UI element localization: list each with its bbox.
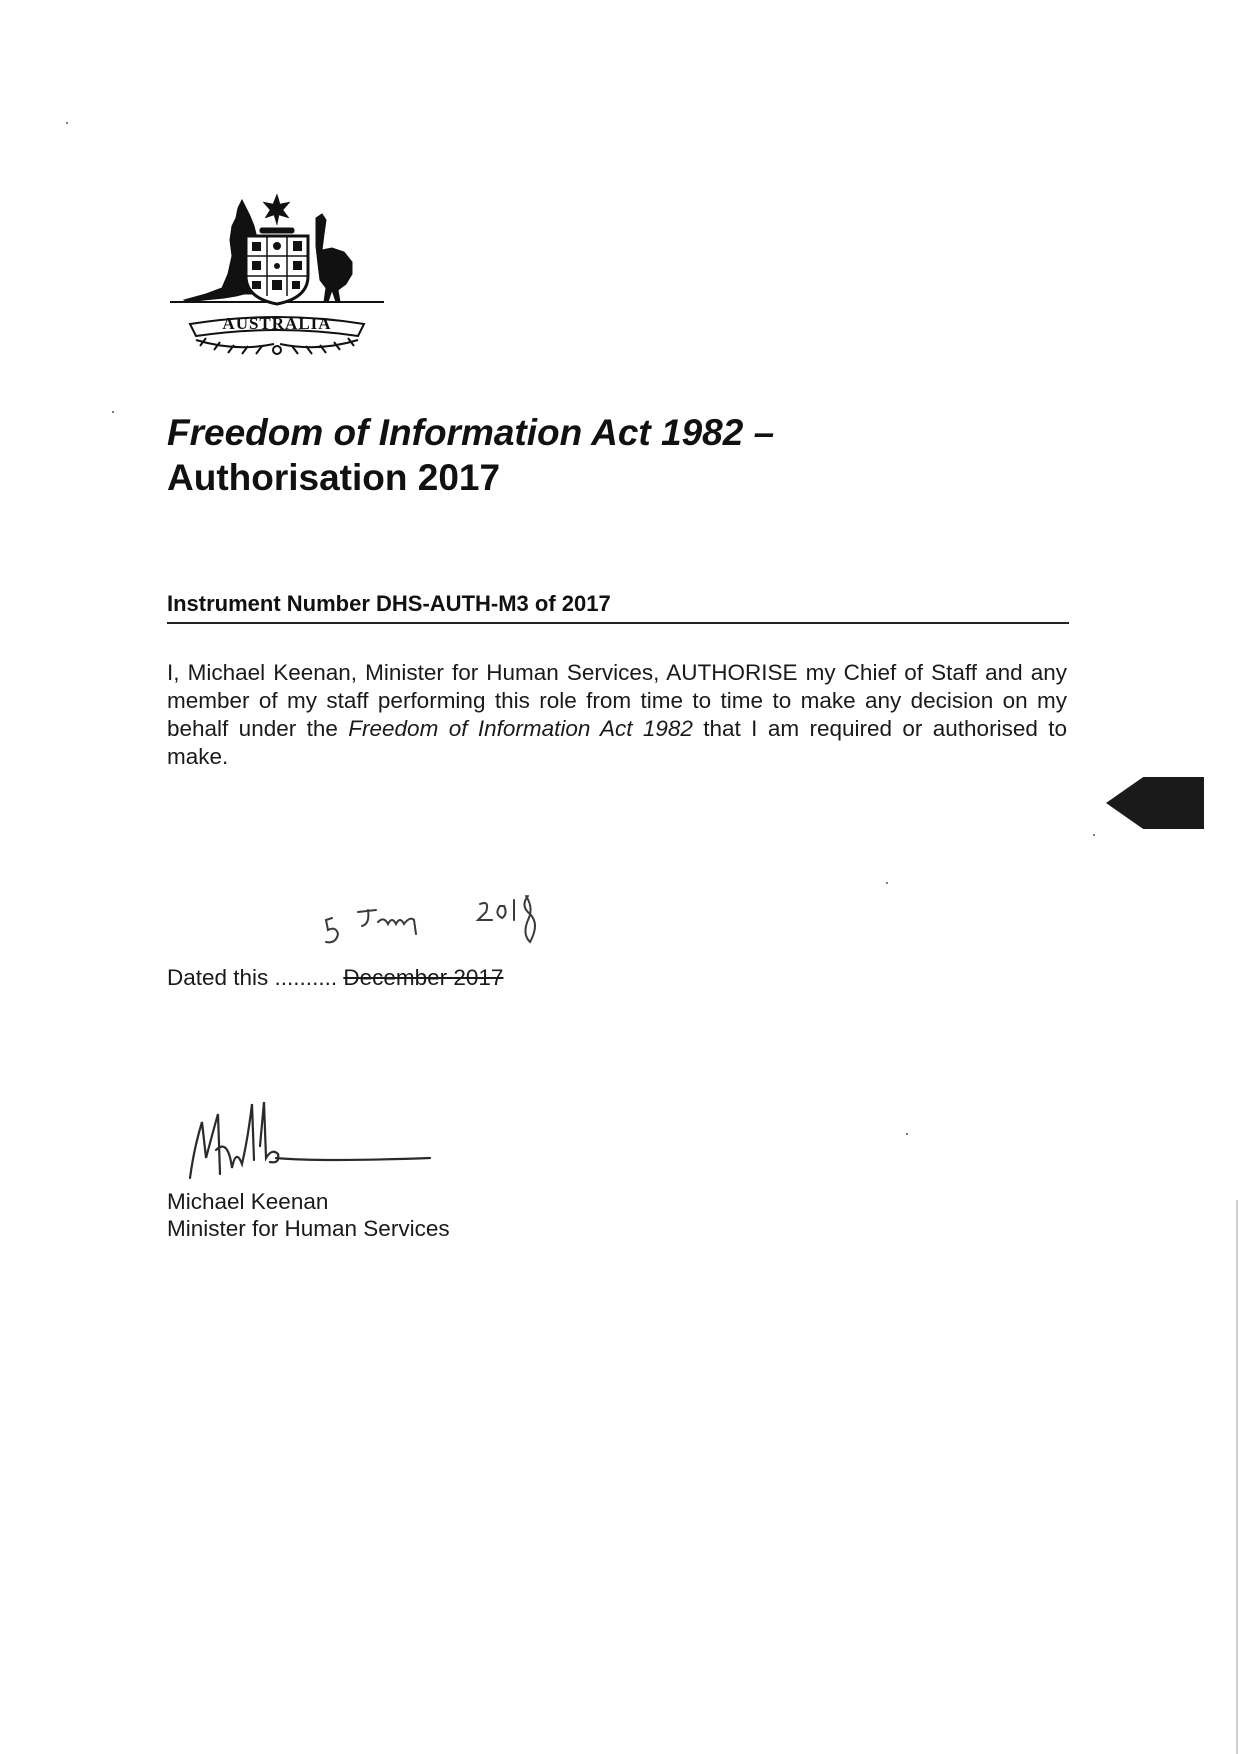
signatory-role: Minister for Human Services bbox=[167, 1216, 450, 1241]
act-name: Freedom of Information Act 1982 bbox=[348, 716, 693, 741]
signature-icon bbox=[180, 1098, 435, 1188]
scan-speck bbox=[112, 411, 114, 413]
scan-speck bbox=[906, 1133, 908, 1135]
paragraph-text-before-act: I, Michael Keenan, Minister for Human Services, AUTHORISE my Chief of Staff and any member of my staff performing this role from time to time to make any decision on my behalf under the bbox=[167, 660, 1067, 741]
page-edge-line bbox=[1236, 1200, 1238, 1754]
signature bbox=[180, 1098, 435, 1188]
dated-prefix: Dated this .......... bbox=[167, 965, 338, 990]
handwritten-date bbox=[318, 890, 558, 950]
handwritten-date-icon bbox=[318, 890, 558, 950]
signatory-name: Michael Keenan bbox=[167, 1189, 329, 1214]
title-line-act: Freedom of Information Act 1982 – bbox=[167, 412, 775, 453]
scan-speck bbox=[886, 882, 888, 884]
document-title bbox=[167, 410, 774, 500]
crest-label: AUSTRALIA bbox=[222, 314, 332, 333]
dated-line bbox=[167, 965, 503, 991]
struck-date: December 2017 bbox=[343, 965, 504, 990]
coat-of-arms-icon bbox=[166, 190, 388, 362]
coat-of-arms bbox=[166, 190, 388, 362]
authorisation-paragraph bbox=[167, 659, 1067, 771]
scan-speck bbox=[66, 122, 68, 124]
paragraph-text-after-act: that I am required or authorised to make. bbox=[167, 716, 1067, 769]
instrument-number: Instrument Number DHS-AUTH-M3 of 2017 bbox=[167, 591, 1069, 624]
title-line-authorisation: Authorisation 2017 bbox=[167, 457, 501, 498]
scan-speck bbox=[1093, 834, 1095, 836]
page-tab-marker bbox=[1106, 777, 1204, 829]
